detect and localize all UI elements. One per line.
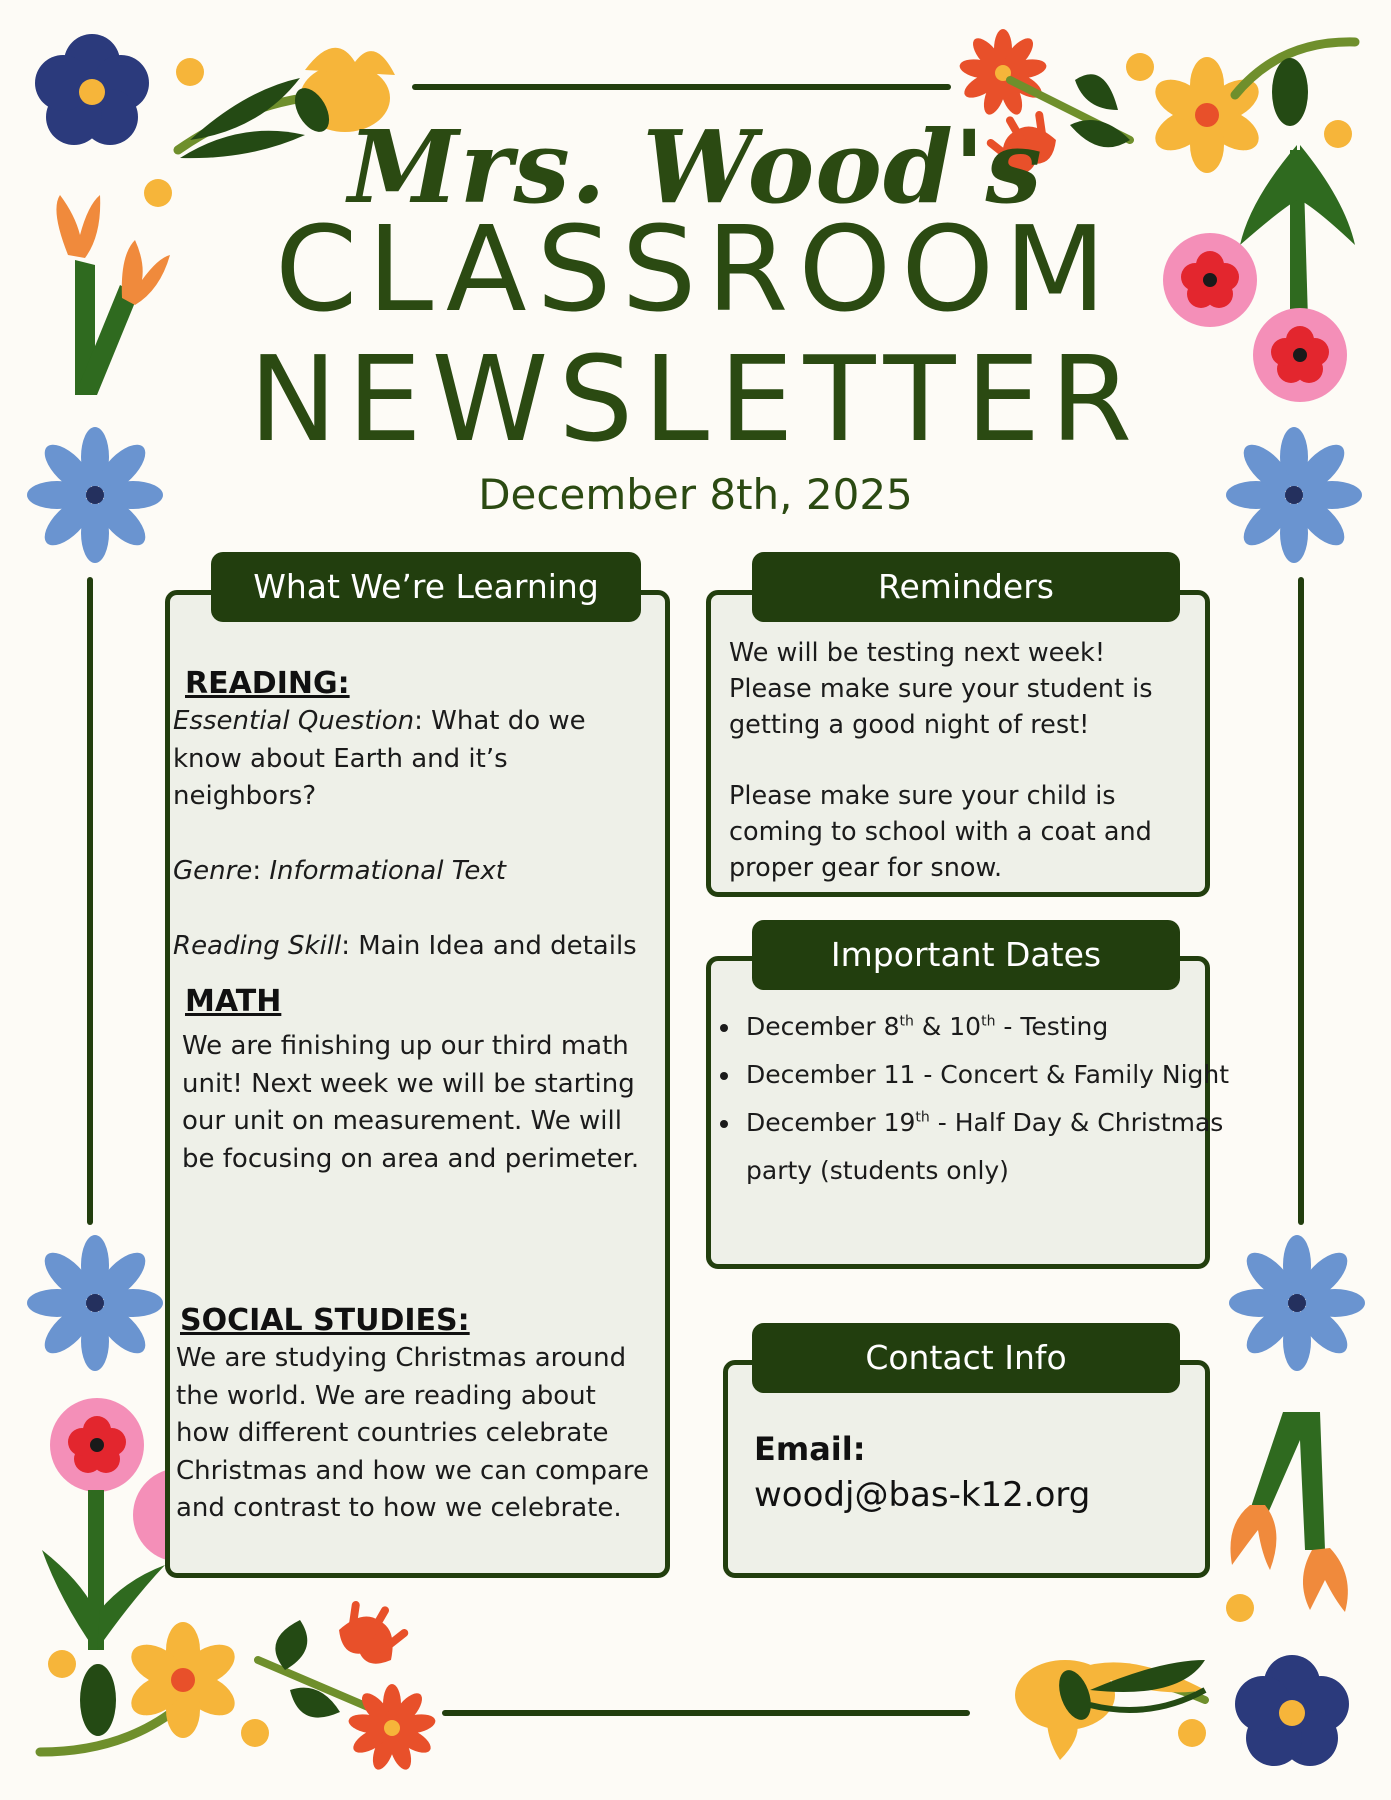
genre-separator: : bbox=[252, 856, 270, 886]
genre-label: Genre bbox=[173, 856, 253, 886]
social-studies-text: We are studying Christmas around the world. We are reading about how different countries celebrate Christmas and how we can compare and contrast to how we celebrate. bbox=[176, 1343, 650, 1523]
leaf-icon bbox=[1075, 74, 1118, 110]
reading-skill bbox=[173, 928, 668, 966]
red-flower-icon bbox=[347, 1684, 437, 1772]
important-dates-list bbox=[708, 1003, 1242, 1195]
orange-flower-icon bbox=[124, 1622, 241, 1738]
essential-question-label: Essential Question bbox=[173, 706, 415, 736]
email-address[interactable]: woodj@bas-k12.org bbox=[754, 1475, 1091, 1515]
reading-genre bbox=[173, 853, 653, 891]
leaf-icon bbox=[275, 1620, 307, 1670]
teacher-name-title: Mrs. Wood's bbox=[348, 108, 1043, 226]
important-dates-tab-header: Important Dates bbox=[752, 920, 1180, 990]
orange-sprout-icon bbox=[1230, 1412, 1347, 1612]
blue-daisy-icon bbox=[27, 1235, 163, 1371]
leaf-icon bbox=[80, 1664, 116, 1736]
email-label: Email: bbox=[754, 1430, 866, 1468]
yellow-dot-icon bbox=[1178, 1719, 1206, 1747]
title-newsletter: NEWSLETTER bbox=[248, 330, 1143, 468]
yellow-dot-icon bbox=[176, 58, 204, 86]
date-item-testing: • December 8th & 10th - Testing bbox=[742, 1003, 1242, 1051]
reading-skill-text: : Main Idea and details bbox=[341, 931, 637, 961]
reminders-text-1: We will be testing next week! Please make sure your student is getting a good night of rest! bbox=[729, 638, 1153, 740]
pink-poppy-icon bbox=[50, 1398, 144, 1492]
contact-tab-header: Contact Info bbox=[752, 1323, 1180, 1393]
math-text: We are finishing up our third math unit! Next week we will be starting our unit on measurement. We will be focusing on area and perimeter. bbox=[182, 1031, 640, 1174]
learning-tab-header: What We’re Learning bbox=[211, 552, 641, 622]
reminders-tab-header: Reminders bbox=[752, 552, 1180, 622]
title-classroom: CLASSROOM bbox=[275, 200, 1116, 338]
blue-daisy-icon bbox=[1229, 1235, 1365, 1371]
social-studies-heading: SOCIAL STUDIES: bbox=[180, 1303, 470, 1338]
date-item-concert: • December 11 - Concert & Family Night bbox=[742, 1051, 1242, 1099]
date-item-half-day: • December 19th - Half Day & Christmas party (students only) bbox=[742, 1099, 1242, 1195]
yellow-dot-icon bbox=[1226, 1594, 1254, 1622]
genre-value: Informational Text bbox=[269, 856, 506, 886]
navy-flower-icon bbox=[1235, 1655, 1349, 1766]
reading-skill-label: Reading Skill bbox=[173, 931, 342, 961]
reminders-text-2: Please make sure your child is coming to school with a coat and proper gear for snow. bbox=[729, 781, 1152, 883]
math-heading: MATH bbox=[185, 984, 282, 1019]
red-flower-icon bbox=[958, 29, 1048, 117]
reading-essential-question bbox=[173, 703, 613, 816]
red-flower-icon bbox=[332, 1595, 411, 1671]
reading-heading: READING: bbox=[185, 666, 350, 701]
yellow-dot-icon bbox=[48, 1650, 76, 1678]
essential-question-text: : What do we know about Earth and it’s neighbors? bbox=[173, 706, 586, 811]
yellow-tulip-icon bbox=[1015, 1660, 1205, 1760]
yellow-dot-icon bbox=[241, 1719, 269, 1747]
newsletter-date: December 8th, 2025 bbox=[478, 470, 913, 519]
yellow-dot-icon bbox=[1126, 53, 1154, 81]
